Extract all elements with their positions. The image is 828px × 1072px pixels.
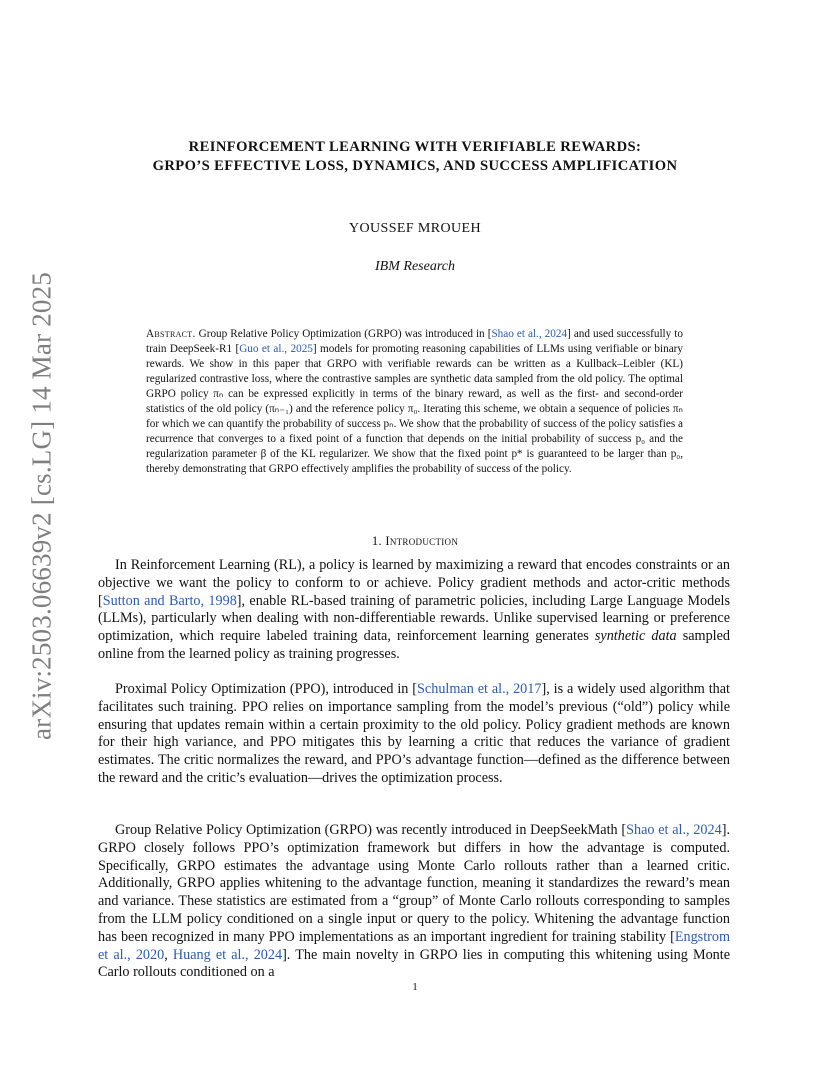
- citation-link-sutton[interactable]: Sutton and Barto, 1998: [102, 592, 237, 609]
- paragraph-text: In Reinforcement Learning (RL), a policy is learned by maximizing a reward that encodes constraints or an objective we want the policy to conform to or achieve. Policy gradient methods and actor-critic methods [: [98, 557, 730, 609]
- abstract: [146, 327, 683, 477]
- citation-link-schulman[interactable]: Schulman et al., 2017: [417, 681, 542, 697]
- abstract-text-3: ] models for promoting reasoning capabilities of LLMs using verifiable or binary rewards. We show in this paper that GRPO with verifiable rewards can be written as a Kullback–Leibler (KL) regularized contrastive loss, where the contrastive samples are synthetic data sampled from the old policy. The optimal GRPO policy πₙ can be expressed explicitly in terms of the binary reward, as well as the first- and second-order statistics of the old policy (πₙ₋₁) and the reference policy π₀. Iterating this scheme, we obtain a sequence of policies πₙ for which we can quantify the probability of success pₙ. We show that the probability of success of the policy satisfies a recurrence that converges to a fixed point of a function that depends on the initial probability of success p₀ and the regularization parameter β of the KL regularizer. We show that the fixed point p* is guaranteed to be larger than p₀, thereby demonstrating that GRPO effectively amplifies the probability of success of the policy.: [146, 343, 684, 475]
- arxiv-identifier: arXiv:2503.06639v2 [cs.LG] 14 Mar 2025: [26, 271, 57, 740]
- citation-link-huang[interactable]: Huang et al., 2024: [172, 946, 283, 963]
- paper-title: [95, 138, 735, 176]
- title-line-1: REINFORCEMENT LEARNING WITH VERIFIABLE REWARDS:: [188, 139, 642, 155]
- abstract-label: Abstract.: [146, 328, 196, 340]
- section-number: 1.: [371, 534, 382, 548]
- paragraph-text: ]. GRPO closely follows PPO’s optimization framework but differs in how the advantage is computed. Specifically, GRPO estimates the advantage using Monte Carlo rollouts rather than a learned critic. Additionally, GRPO applies whitening to the advantage function, meaning it standardizes the reward’s mean and variance. These statistics are estimated from a “group” of Monte Carlo rollouts corresponding to samples from the LLM policy conditioned on a single input or query to the policy. Whitening the advantage function has been recognized in many PPO implementations as an important ingredient for training stability [: [98, 822, 730, 945]
- citation-link-guo[interactable]: Guo et al., 2025: [239, 343, 313, 355]
- citation-link-shao[interactable]: Shao et al., 2024: [626, 822, 722, 838]
- section-title: Introduction: [385, 534, 459, 548]
- page-number: 1: [412, 981, 418, 993]
- intro-paragraph-1: [98, 557, 730, 664]
- intro-paragraph-2: [98, 681, 730, 788]
- paragraph-text: sampled online from the learned policy as training progresses.: [98, 628, 731, 662]
- author-affiliation: IBM Research: [375, 259, 455, 274]
- paragraph-text: Proximal Policy Optimization (PPO), introduced in [: [115, 681, 418, 697]
- paragraph-text: Group Relative Policy Optimization (GRPO) was recently introduced in DeepSeekMath [: [115, 822, 627, 838]
- section-heading: [95, 534, 735, 549]
- abstract-text-1: Group Relative Policy Optimization (GRPO) was introduced in [: [195, 328, 492, 340]
- citation-link-shao[interactable]: Shao et al., 2024: [491, 328, 568, 340]
- author-name: YOUSSEF MROUEH: [348, 221, 481, 236]
- citation-link-engstrom[interactable]: Engstrom et al., 2020: [98, 928, 730, 963]
- emphasis-text: synthetic data: [594, 628, 677, 645]
- title-line-2: GRPO’S EFFECTIVE LOSS, DYNAMICS, AND SUCCESS AMPLIFICATION: [152, 158, 678, 174]
- paragraph-text: ], enable RL-based training of parametric policies, including Large Language Models (LLMs), particularly when dealing with non-differentiable rewards. Unlike supervised learning or preference optimization, which require labeled training data, reinforcement learning generates: [98, 592, 730, 645]
- paragraph-text: ], is a widely used algorithm that facilitates such training. PPO relies on importance sampling from the model’s previous (“old”) policy while ensuring that updates remain within a certain proximity to the old policy. Policy gradient methods are known for their high variance, and PPO mitigates this by learning a critic that reduces the variance of gradient estimates. The critic normalizes the reward, and PPO’s advantage function—defined as the difference between the reward and the critic’s evaluation—drives the optimization process.: [98, 681, 730, 786]
- paragraph-text: ]. The main novelty in GRPO lies in computing this whitening using Monte Carlo rollouts conditioned on a: [98, 946, 730, 981]
- abstract-text-2: ] and used successfully to train DeepSeek-R1 [: [146, 328, 683, 355]
- intro-paragraph-3: [98, 822, 730, 982]
- paragraph-text: ,: [164, 946, 173, 963]
- arxiv-sidebar-stamp: [22, 271, 62, 740]
